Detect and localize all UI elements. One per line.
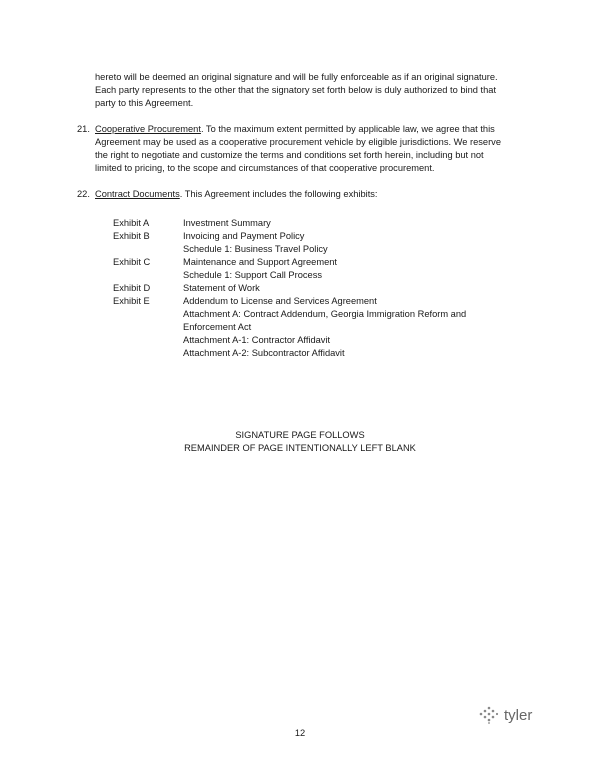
exhibit-description: Enforcement Act [183, 322, 252, 332]
intro-line: hereto will be deemed an original signature and will be fully enforceable as if an original signature. [95, 72, 498, 82]
section-text-line: limited to pricing, to the scope and circumstances of that cooperative procurement. [95, 163, 435, 173]
exhibit-description: Schedule 1: Business Travel Policy [183, 244, 328, 254]
tyler-dots-icon [478, 706, 500, 724]
page-number: 12 [294, 728, 306, 738]
section-22-first-line [95, 188, 378, 201]
blank-notice: REMAINDER OF PAGE INTENTIONALLY LEFT BLANK [184, 443, 416, 453]
exhibit-label: Exhibit B [113, 231, 150, 241]
exhibit-description: Statement of Work [183, 283, 260, 293]
section-text-line: Agreement may be used as a cooperative procurement vehicle by eligible jurisdictions. We reserve [95, 137, 501, 147]
section-text: . This Agreement includes the following exhibits: [179, 189, 378, 199]
section-number: 22. [77, 189, 90, 199]
exhibit-description: Invoicing and Payment Policy [183, 231, 305, 241]
logo-text: tyler [504, 706, 533, 724]
exhibit-label: Exhibit C [113, 257, 151, 267]
section-21-first-line [95, 123, 495, 136]
section-text: . To the maximum extent permitted by applicable law, we agree that this [200, 124, 495, 134]
exhibit-description: Attachment A-2: Subcontractor Affidavit [183, 348, 345, 358]
section-heading: Cooperative Procurement [95, 124, 201, 134]
section-text-line: the right to negotiate and customize the terms and conditions set forth herein, including but not [95, 150, 484, 160]
exhibit-description: Maintenance and Support Agreement [183, 257, 338, 267]
intro-line: party to this Agreement. [95, 98, 194, 108]
intro-line: Each party represents to the other that the signatory set forth below is duly authorized to bind that [95, 85, 497, 95]
exhibit-label: Exhibit D [113, 283, 151, 293]
exhibit-description: Schedule 1: Support Call Process [183, 270, 323, 280]
exhibit-description: Addendum to License and Services Agreement [183, 296, 377, 306]
section-heading: Contract Documents [95, 189, 180, 199]
exhibit-description: Investment Summary [183, 218, 271, 228]
exhibit-label: Exhibit A [113, 218, 150, 228]
exhibit-description: Attachment A-1: Contractor Affidavit [183, 335, 331, 345]
exhibit-description: Attachment A: Contract Addendum, Georgia Immigration Reform and [183, 309, 467, 319]
signature-notice: SIGNATURE PAGE FOLLOWS [235, 430, 365, 440]
section-number: 21. [77, 124, 90, 134]
tyler-logo [478, 706, 532, 724]
exhibit-label: Exhibit E [113, 296, 150, 306]
